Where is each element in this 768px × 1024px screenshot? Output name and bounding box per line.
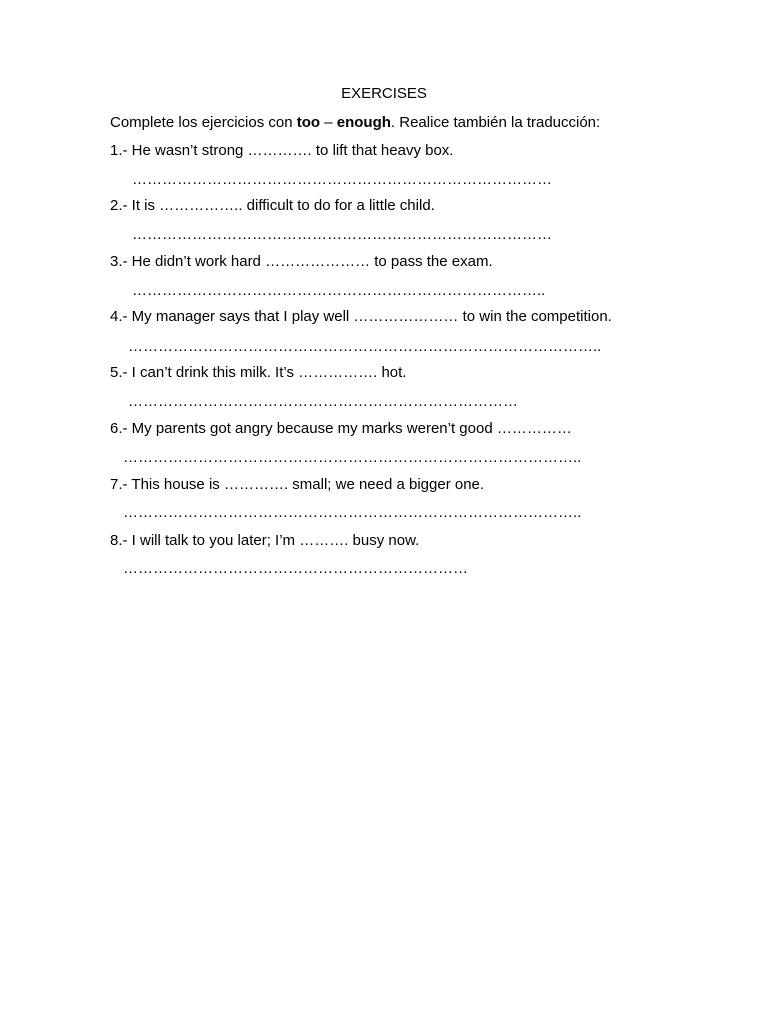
exercise-1-sentence: 1.- He wasn’t strong …………. to lift that heavy box.: [110, 142, 454, 159]
exercise-2-answer-line: …………………………………………………………………………: [132, 226, 552, 243]
exercise-2-sentence: 2.- It is …………….. difficult to do for a little child.: [110, 197, 435, 214]
exercise-3-sentence: 3.- He didn’t work hard ………………… to pass the exam.: [110, 253, 493, 270]
exercise-5-answer-line: ……………………………………………………………………: [128, 393, 518, 410]
page-title: EXERCISES: [341, 85, 427, 102]
exercise-8-sentence: 8.- I will talk to you later; I’m ………. busy now.: [110, 532, 420, 549]
exercise-6-answer-line: ………………………………………………………………………………..: [123, 449, 582, 466]
exercise-3-answer-line: ………………………………………………………………………..: [132, 282, 546, 299]
exercise-4-answer-line: …………………………………………………………………………………..: [128, 338, 602, 355]
exercise-1-answer-line: …………………………………………………………………………: [132, 171, 552, 188]
exercise-5-sentence: 5.- I can’t drink this milk. It’s ……………. hot.: [110, 364, 407, 381]
instruction-word-enough: enough: [336, 114, 391, 131]
exercise-7-answer-line: ………………………………………………………………………………..: [123, 504, 582, 521]
instruction-suffix: . Realice también la traducción:: [390, 114, 601, 131]
exercise-4-sentence: 4.- My manager says that I play well ………………… to win the competition.: [110, 308, 612, 325]
instruction-text: [110, 113, 600, 133]
exercise-6-sentence: 6.- My parents got angry because my marks weren’t good ……………: [110, 420, 572, 437]
instruction-word-too: too: [296, 114, 321, 131]
exercise-8-answer-line: ……………………………………………………………: [123, 560, 468, 577]
instruction-separator: –: [320, 114, 337, 131]
instruction-prefix: Complete los ejercicios con: [110, 114, 297, 131]
exercise-7-sentence: 7.- This house is …………. small; we need a bigger one.: [110, 476, 485, 493]
